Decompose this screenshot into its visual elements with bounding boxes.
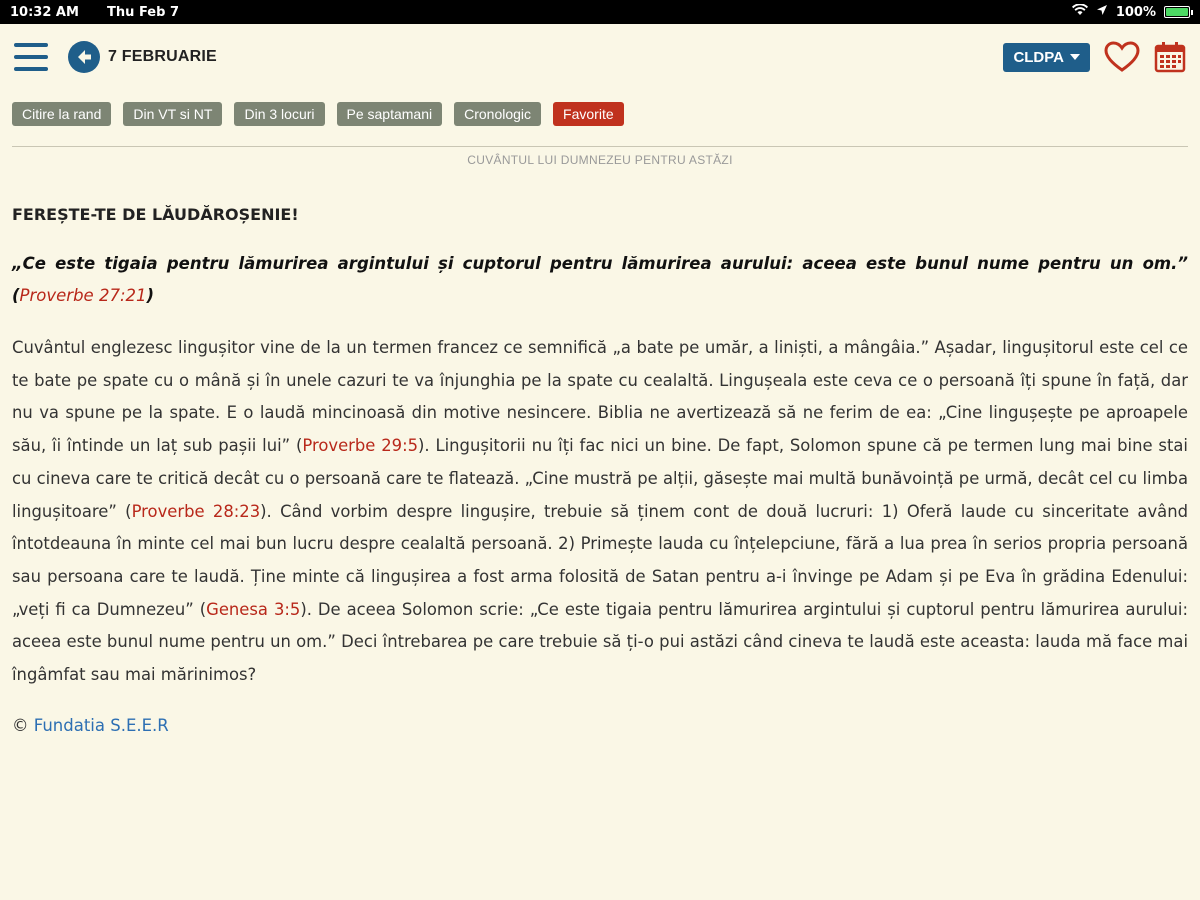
page-title: 7 FEBRUARIE bbox=[108, 48, 217, 65]
hamburger-icon[interactable] bbox=[14, 43, 48, 71]
version-dropdown[interactable] bbox=[1003, 43, 1090, 72]
devotional-content bbox=[12, 200, 1188, 735]
status-time: 10:32 AM bbox=[10, 4, 79, 20]
publisher-link[interactable]: Fundatia S.E.E.R bbox=[33, 715, 169, 735]
tab-favorite[interactable]: Favorite bbox=[553, 102, 624, 126]
back-arrow-icon[interactable] bbox=[68, 41, 100, 73]
wifi-icon bbox=[1072, 4, 1088, 20]
status-bar bbox=[0, 0, 1200, 24]
section-subheading: CUVÂNTUL LUI DUMNEZEU PENTRU ASTĂZI bbox=[467, 153, 733, 167]
copyright-symbol: © bbox=[12, 715, 29, 735]
battery-percent: 100% bbox=[1115, 4, 1156, 20]
reading-plan-tabs bbox=[12, 102, 624, 126]
key-verse-reference[interactable]: Proverbe 27:21 bbox=[19, 286, 147, 305]
key-verse-open-paren: ( bbox=[12, 286, 20, 305]
tab-din-vt-si-nt[interactable]: Din VT si NT bbox=[123, 102, 222, 126]
key-verse-close-paren: ) bbox=[146, 286, 155, 305]
copyright bbox=[12, 716, 1188, 735]
body-segment-1: Cuvântul englezesc lingușitor vine de la un termen francez ce semnifică „a bate pe umăr, a liniști, a mângâia.” Așadar, lingușitorul este cel ce te bate pe spate cu o mână și în unele cazuri te va înjunghia pe la spate cu cealaltă. Lingușeala este ceva ce o persoană îți spune în față, dar nu va spune pe la spate. E o laudă mincinoasă din motive nesincere. Biblia ne avertizează să ne ferim de ea: „Cine lingușește pe aproapele său, îi întinde un laț sub pașii lui” ( bbox=[12, 338, 1188, 456]
calendar-icon[interactable] bbox=[1154, 41, 1186, 73]
heart-icon[interactable] bbox=[1104, 41, 1140, 73]
version-label: CLDPA bbox=[1013, 48, 1064, 66]
nav-actions bbox=[1003, 41, 1186, 73]
battery-fill bbox=[1166, 8, 1188, 16]
status-left bbox=[10, 5, 203, 20]
reference-link-1[interactable]: Proverbe 29:5 bbox=[302, 436, 419, 456]
key-verse-text: „Ce este tigaia pentru lămurirea argintului și cuptorul pentru lămurirea aurului: aceea este bunul nume pentru un om.” bbox=[12, 254, 1188, 273]
nav-bar bbox=[0, 24, 1200, 90]
devotional-title: FEREȘTE-TE DE LĂUDĂROȘENIE! bbox=[12, 205, 299, 224]
body-segment-2: ). Lingușitorii nu îți fac nici un bine. De fapt, Solomon spune că pe termen lung mai bine stai cu cineva care te critică decât cu o persoană care te flatează. „Cine mustră pe alții, găsește mai multă bunăvoință pe urmă, decât cel cu limba lingușitoare” ( bbox=[12, 436, 1188, 521]
tab-pe-saptamani[interactable]: Pe saptamani bbox=[337, 102, 443, 126]
tab-cronologic[interactable]: Cronologic bbox=[454, 102, 541, 126]
location-icon bbox=[1096, 4, 1108, 20]
tab-din-3-locuri[interactable]: Din 3 locuri bbox=[234, 102, 324, 126]
battery-icon bbox=[1164, 6, 1190, 18]
devotional-body bbox=[12, 332, 1188, 692]
body-segment-3: ). Când vorbim despre lingușire, trebuie să ținem cont de două lucruri: 1) Oferă laude cu sinceritate având întotdeauna în minte cel mai bun lucru despre cealaltă persoană. 2) Primește lauda cu înțelepciune, fără a lua prea în serios propria persoană sau persoana care te laudă. Ține minte că lingușirea a fost arma folosită de Satan pentru a-i învinge pe Adam și pe Eva în grădina Edenului: „veți fi ca Dumnezeu” ( bbox=[12, 501, 1188, 619]
status-right bbox=[1072, 4, 1190, 20]
key-verse bbox=[12, 248, 1188, 312]
divider bbox=[12, 146, 1188, 147]
status-date: Thu Feb 7 bbox=[107, 4, 179, 20]
tab-citire-la-rand[interactable]: Citire la rand bbox=[12, 102, 111, 126]
chevron-down-icon bbox=[1070, 54, 1080, 60]
reference-link-3[interactable]: Genesa 3:5 bbox=[206, 599, 301, 619]
body-segment-4: ). De aceea Solomon scrie: „Ce este tigaia pentru lămurirea argintului și cuptorul pentru lămurirea aurului: aceea este bunul nume pentru un om.” Deci întrebarea pe care trebuie să ți-o pui astăzi când cineva te laudă este aceasta: lauda mă face mai îngâmfat sau mai mărinimos? bbox=[12, 599, 1188, 685]
reference-link-2[interactable]: Proverbe 28:23 bbox=[131, 501, 261, 521]
